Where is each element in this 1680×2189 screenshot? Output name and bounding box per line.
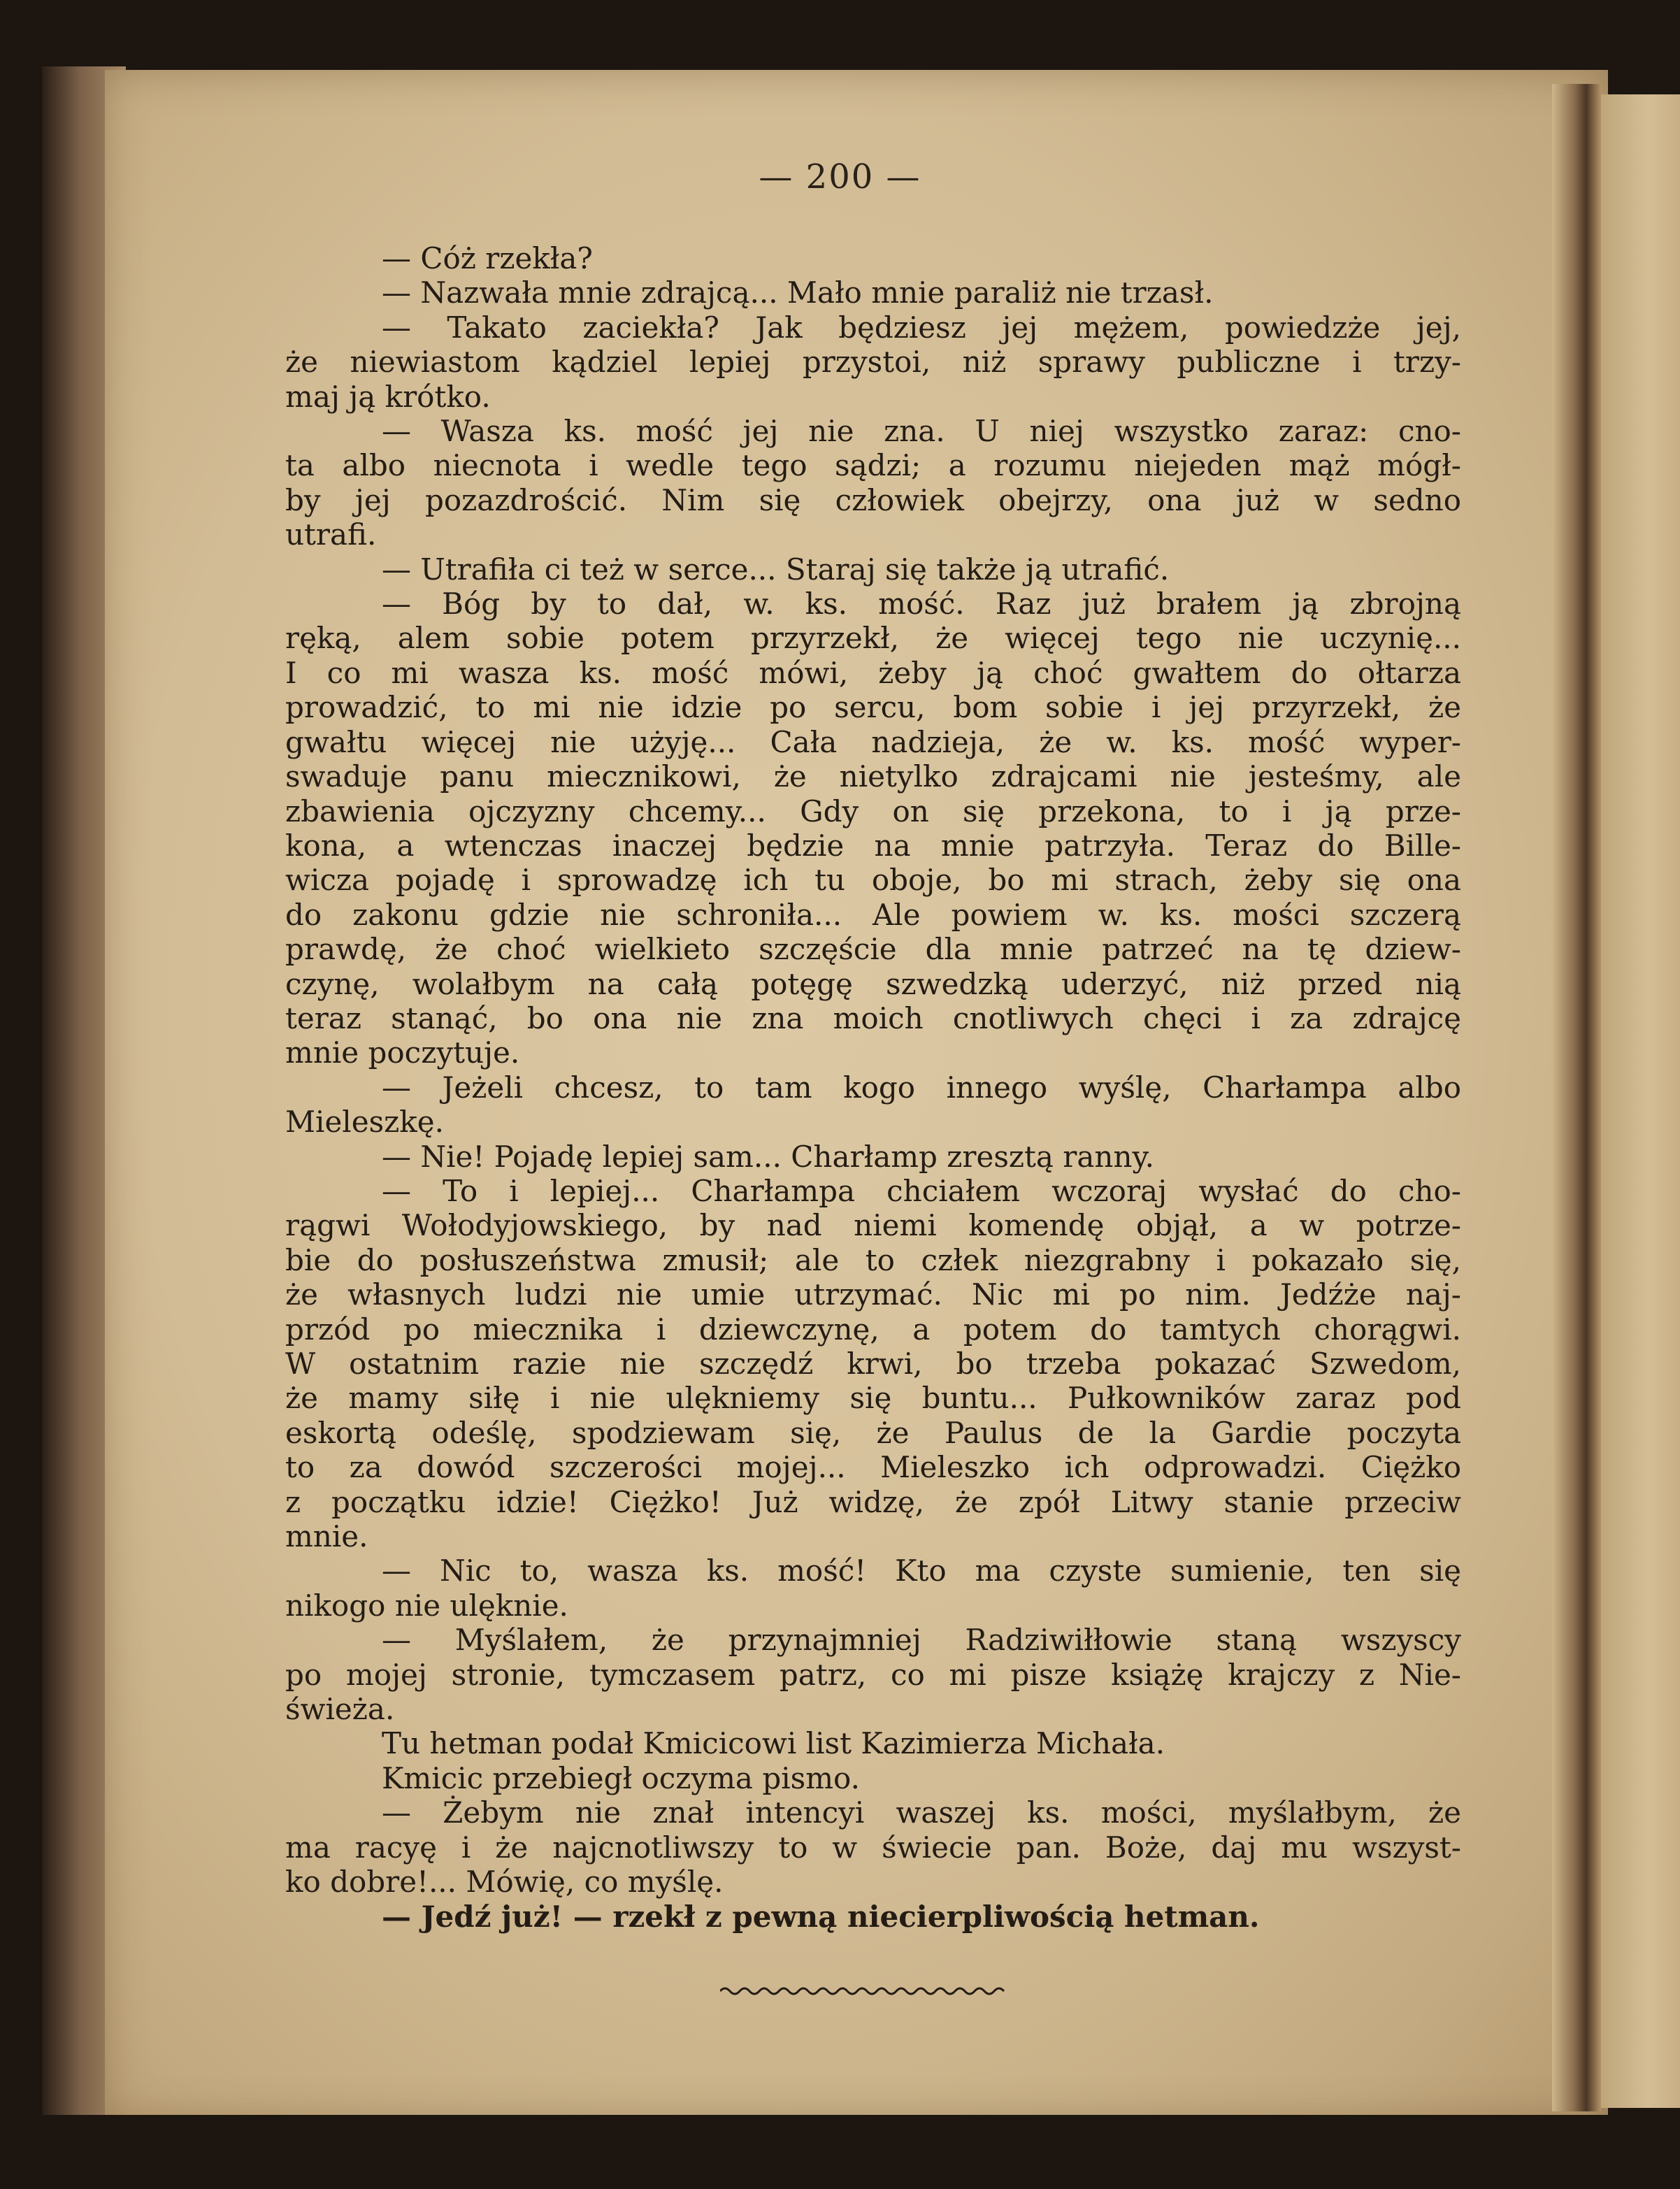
text-line: ręką, alem sobie potem przyrzekł, że więcej tego nie uczynię...: [285, 621, 1461, 656]
text-line: ma racyę i że najcnotliwszy to w świecie pan. Boże, daj mu wszyst-: [285, 1830, 1461, 1865]
text-line: — Bóg by to dał, w. ks. mość. Raz już brałem ją zbrojną: [382, 587, 1461, 622]
text-line: to za dowód szczerości mojej... Mieleszko ich odprowadzi. Ciężko: [285, 1450, 1461, 1485]
text-line: ta albo niecnota i wedle tego sądzi; a rozumu niejeden mąż mógł-: [285, 448, 1461, 483]
text-line: Mieleszkę.: [285, 1105, 444, 1140]
end-ornament: [720, 1984, 1007, 1998]
text-line: — Wasza ks. mość jej nie zna. U niej wszystko zaraz: cno-: [382, 414, 1461, 449]
text-line: prawdę, że choć wielkieto szczęście dla mnie patrzeć na tę dziew-: [285, 932, 1461, 967]
text-line: I co mi wasza ks. mość mówi, żeby ją choć gwałtem do ołtarza: [285, 655, 1461, 690]
text-line: — Nazwała mnie zdrajcą... Mało mnie paraliż nie trzasł.: [382, 275, 1214, 310]
text-line: że niewiastom kądziel lepiej przystoi, niż sprawy publiczne i trzy-: [285, 345, 1461, 380]
text-line: Kmicic przebiegł oczyma pismo.: [382, 1760, 860, 1795]
text-line: mnie.: [285, 1519, 368, 1554]
text-line: — Takato zaciekła? Jak będziesz jej mężem, powiedzże jej,: [382, 310, 1461, 345]
text-line: wicza pojadę i sprowadzę ich tu oboje, bo mi strach, żeby się ona: [285, 863, 1461, 898]
text-line: bie do posłuszeństwa zmusił; ale to człek niezgrabny i pokazało się,: [285, 1242, 1461, 1277]
text-line: do zakonu gdzie nie schroniła... Ale powiem w. ks. mości szczerą: [285, 897, 1461, 932]
text-line: — Cóż rzekła?: [382, 241, 593, 275]
text-line: z początku idzie! Ciężko! Już widzę, że zpół Litwy stanie przeciw: [285, 1484, 1461, 1519]
text-line: Tu hetman podał Kmicicowi list Kazimierza Michała.: [382, 1726, 1165, 1761]
text-line: prowadzić, to mi nie idzie po sercu, bom sobie i jej przyrzekł, że: [285, 690, 1461, 725]
text-line: gwałtu więcej nie użyję... Cała nadzieja, że w. ks. mość wyper-: [285, 724, 1461, 759]
text-line: po mojej stronie, tymczasem patrz, co mi pisze książę krajczy z Nie-: [285, 1657, 1461, 1692]
page-number: — 200 —: [759, 157, 921, 196]
text-line: by jej pozazdrościć. Nim się człowiek obejrzy, ona już w sedno: [285, 482, 1461, 517]
background-shadow: [42, 2115, 1680, 2189]
text-line: ko dobre!... Mówię, co myślę.: [285, 1865, 724, 1900]
text-line: — Myślałem, że przynajmniej Radziwiłłowie staną wszyscy: [382, 1623, 1461, 1658]
text-line: utrafi.: [285, 517, 377, 552]
text-line: — Nie! Pojadę lepiej sam... Charłamp zresztą ranny.: [382, 1139, 1155, 1174]
text-line: nikogo nie ulęknie.: [285, 1588, 568, 1623]
text-line: mnie poczytuje.: [285, 1035, 520, 1070]
text-line: że mamy siłę i nie ulękniemy się buntu... Pułkowników zaraz pod: [285, 1381, 1461, 1416]
text-line: eskortą odeślę, spodziewam się, że Paulus de la Gardie poczyta: [285, 1415, 1461, 1450]
text-line: — Jeżeli chcesz, to tam kogo innego wyślę, Charłampa albo: [382, 1070, 1461, 1105]
text-line: — Jedź już! — rzekł z pewną niecierpliwością hetman.: [382, 1899, 1260, 1934]
text-line: świeża.: [285, 1692, 395, 1727]
text-line: rągwi Wołodyjowskiego, by nad niemi komendę objął, a w potrze-: [285, 1208, 1461, 1243]
text-line: maj ją krótko.: [285, 379, 491, 414]
book-spine: [1552, 84, 1601, 2111]
text-line: — Żebym nie znał intencyi waszej ks. mości, myślałbym, że: [382, 1795, 1461, 1830]
text-line: — Nic to, wasza ks. mość! Kto ma czyste sumienie, ten się: [382, 1553, 1461, 1588]
facing-page-edge: [1601, 94, 1680, 2108]
text-line: swaduje panu miecznikowi, że nietylko zdrajcami nie jesteśmy, ale: [285, 759, 1461, 794]
text-line: W ostatnim razie nie szczędź krwi, bo trzeba pokazać Szwedom,: [285, 1347, 1461, 1381]
text-line: kona, a wtenczas inaczej będzie na mnie patrzyła. Teraz do Bille-: [285, 828, 1461, 863]
page-text: [285, 241, 1461, 1934]
text-line: czynę, wolałbym na całą potęgę szwedzką uderzyć, niż przed nią: [285, 966, 1461, 1001]
text-line: zbawienia ojczyzny chcemy... Gdy on się przekona, to i ją prze-: [285, 794, 1461, 828]
text-line: przód po miecznika i dziewczynę, a potem do tamtych chorągwi.: [285, 1312, 1461, 1347]
text-line: — Utrafiła ci też w serce... Staraj się także ją utrafić.: [382, 552, 1170, 587]
text-line: — To i lepiej... Charłampa chciałem wczoraj wysłać do cho-: [382, 1173, 1461, 1208]
text-line: że własnych ludzi nie umie utrzymać. Nic mi po nim. Jedźże naj-: [285, 1277, 1461, 1312]
text-line: teraz stanąć, bo ona nie zna moich cnotliwych chęci i za zdrajcę: [285, 1000, 1461, 1035]
